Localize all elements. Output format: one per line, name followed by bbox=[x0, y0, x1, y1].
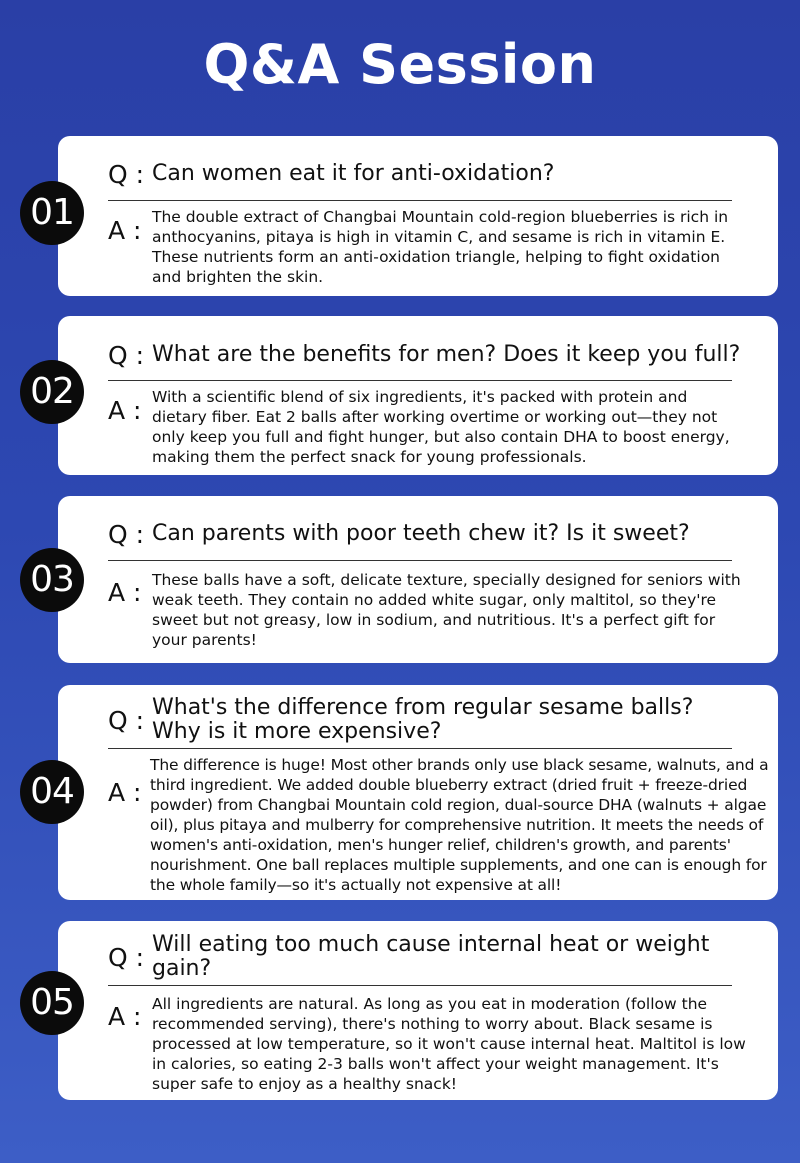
divider-5 bbox=[108, 985, 732, 986]
number-badge-5: 05 bbox=[20, 971, 84, 1035]
divider-2 bbox=[108, 380, 732, 381]
a-label-5: A : bbox=[108, 1002, 142, 1031]
answer-text-2: With a scientific blend of six ingredients, it's packed with protein and dietary fiber. Eat 2 balls after working overtime or working out—they not only keep you full and fight hunger, but also contain DHA to boost energy, making them the perfect snack for young professionals. bbox=[152, 388, 730, 466]
a-label-3: A : bbox=[108, 578, 142, 607]
divider-1 bbox=[108, 200, 732, 201]
q-label: Q : bbox=[108, 519, 145, 549]
answer-text-5: All ingredients are natural. As long as you eat in moderation (follow the recommended serving), there's nothing to worry about. Black sesame is processed at low temperature, so it won't cause internal heat. Maltitol is low in calories, so eating 2-3 balls won't affect your weight management. It's super safe to enjoy as a healthy snack! bbox=[152, 995, 746, 1093]
a-label-2: A : bbox=[108, 396, 142, 425]
number-badge-2: 02 bbox=[20, 360, 84, 424]
question-row-5 bbox=[108, 931, 732, 983]
a-label-1: A : bbox=[108, 216, 142, 245]
number-badge-4: 04 bbox=[20, 760, 84, 824]
q-label: Q : bbox=[108, 159, 145, 189]
divider-4 bbox=[108, 748, 732, 749]
q-label: Q : bbox=[108, 705, 145, 735]
question-text-3: Can parents with poor teeth chew it? Is it sweet? bbox=[152, 521, 690, 546]
question-text-4: What's the difference from regular sesame balls? Why is it more expensive? bbox=[152, 695, 694, 744]
question-row-2 bbox=[108, 339, 782, 371]
question-row-1 bbox=[108, 158, 782, 190]
number-badge-3: 03 bbox=[20, 548, 84, 612]
divider-3 bbox=[108, 560, 732, 561]
question-text-2: What are the benefits for men? Does it keep you full? bbox=[152, 342, 741, 367]
answer-text-4: The difference is huge! Most other brands only use black sesame, walnuts, and a third ingredient. We added double blueberry extract (dried fruit + freeze-dried powder) from Changbai Mountain cold region, dual-source DHA (walnuts + algae oil), plus pitaya and mulberry for comprehensive nutrition. It meets the needs of women's anti-oxidation, men's hunger relief, children's growth, and parents' nourishment. One ball replaces multiple supplements, and one can is enough for the whole family—so it's actually not expensive at all! bbox=[150, 756, 769, 894]
q-label: Q : bbox=[108, 340, 145, 370]
question-row-4 bbox=[108, 694, 722, 746]
page-title: Q&A Session bbox=[203, 33, 597, 96]
answer-text-1: The double extract of Changbai Mountain cold-region blueberries is rich in anthocyanins, pitaya is high in vitamin C, and sesame is rich in vitamin E. These nutrients form an anti-oxidation triangle, helping to fight oxidation and brighten the skin. bbox=[152, 208, 729, 286]
q-label: Q : bbox=[108, 942, 145, 972]
number-badge-1: 01 bbox=[20, 181, 84, 245]
question-text-1: Can women eat it for anti-oxidation? bbox=[152, 161, 555, 186]
a-label-4: A : bbox=[108, 778, 142, 807]
question-text-5: Will eating too much cause internal heat or weight gain? bbox=[152, 932, 710, 981]
question-row-3 bbox=[108, 518, 782, 550]
answer-text-3: These balls have a soft, delicate texture, specially designed for seniors with weak teeth. They contain no added white sugar, only maltitol, so they're sweet but not greasy, low in sodium, and nutritious. It's a perfect gift for your parents! bbox=[152, 571, 741, 649]
